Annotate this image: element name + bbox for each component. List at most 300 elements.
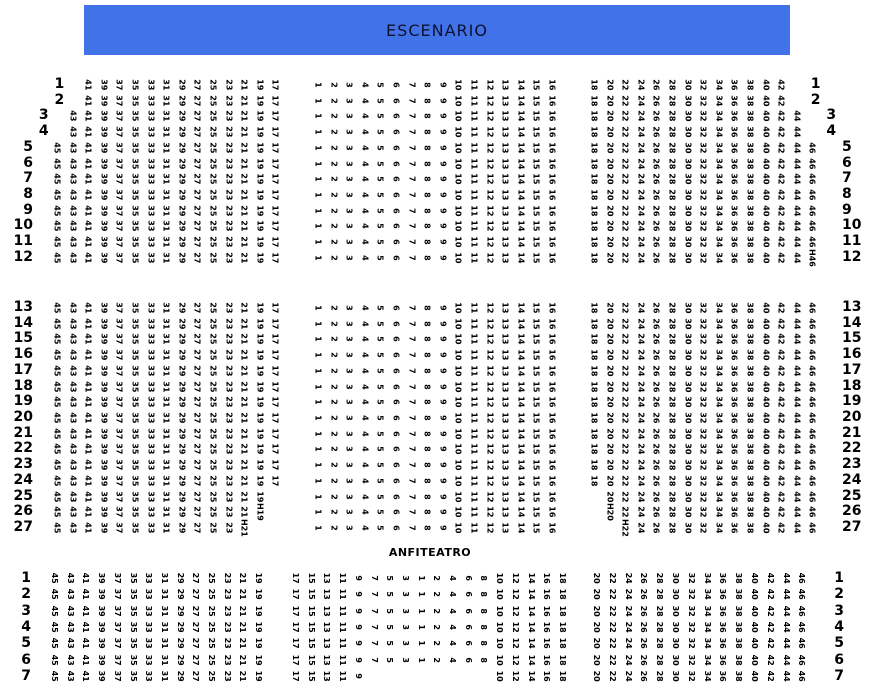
seat[interactable]: 5 (375, 239, 385, 245)
seat[interactable]: 25 (207, 588, 217, 601)
seat[interactable]: 30 (682, 459, 692, 471)
seat[interactable]: 22 (620, 79, 630, 91)
seat[interactable]: 2 (328, 399, 338, 405)
seat[interactable]: 26 (639, 621, 649, 633)
seat[interactable]: 35 (130, 380, 140, 393)
seat[interactable]: 32 (698, 522, 708, 534)
seat[interactable]: 21 (239, 142, 249, 154)
seat[interactable]: 23 (223, 173, 233, 185)
seat[interactable]: 43 (66, 621, 76, 633)
seat[interactable]: 43 (67, 380, 77, 393)
seat[interactable]: 42 (776, 302, 786, 314)
seat[interactable]: 3 (401, 607, 411, 614)
seat[interactable]: 40 (760, 365, 770, 377)
seat[interactable]: 28 (655, 637, 665, 649)
seat[interactable]: 31 (160, 605, 170, 617)
seat[interactable]: 7 (406, 160, 416, 167)
seat[interactable]: 43 (67, 490, 77, 503)
seat[interactable]: 26 (651, 79, 661, 91)
seat[interactable]: 1 (313, 192, 323, 198)
seat[interactable]: 9 (438, 509, 448, 515)
seat[interactable]: 43 (67, 173, 77, 185)
seat[interactable]: 28 (667, 95, 677, 107)
seat[interactable]: 8 (422, 477, 432, 484)
seat[interactable]: 1 (313, 305, 323, 311)
seat[interactable]: 3 (344, 352, 354, 358)
seat[interactable]: 7 (406, 493, 416, 500)
seat[interactable]: 26 (651, 189, 661, 201)
seat[interactable]: 40 (760, 490, 770, 503)
seat[interactable]: 46 (807, 173, 817, 185)
seat[interactable]: 41 (83, 475, 93, 487)
seat[interactable]: 28 (655, 621, 665, 633)
seat[interactable]: 26 (651, 490, 661, 503)
seat[interactable]: 41 (83, 205, 93, 217)
seat[interactable]: 28 (667, 333, 677, 345)
seat[interactable]: 1 (313, 113, 323, 120)
seat[interactable]: 11 (469, 126, 479, 138)
seat[interactable]: 4 (360, 192, 370, 198)
seat[interactable]: 4 (360, 239, 370, 245)
seat[interactable]: 10 (453, 443, 463, 455)
seat[interactable]: 43 (67, 189, 77, 201)
seat[interactable]: 1 (313, 509, 323, 515)
seat[interactable]: 5 (375, 192, 385, 198)
seat[interactable]: 44 (792, 443, 802, 455)
seat[interactable]: 4 (360, 320, 370, 327)
seat[interactable]: 37 (114, 189, 124, 201)
seat[interactable]: 29 (177, 365, 187, 377)
seat[interactable]: 11 (469, 142, 479, 154)
seat[interactable]: 39 (97, 654, 107, 666)
seat[interactable]: 43 (67, 443, 77, 455)
seat[interactable]: 37 (114, 318, 124, 330)
seat[interactable]: 28 (655, 588, 665, 601)
seat[interactable]: 1 (313, 493, 323, 500)
seat[interactable]: 15 (531, 189, 541, 201)
seat[interactable]: 14 (516, 157, 526, 170)
seat[interactable]: 41 (83, 126, 93, 138)
seat[interactable]: 42 (766, 588, 776, 601)
seat[interactable]: 30 (682, 95, 692, 107)
seat[interactable]: 36 (729, 333, 739, 345)
seat[interactable]: 25 (208, 142, 218, 154)
seat[interactable]: 18 (558, 621, 568, 633)
seat[interactable]: 34 (714, 95, 724, 107)
seat[interactable]: 10 (495, 572, 505, 584)
seat[interactable]: 26 (651, 302, 661, 314)
seat[interactable]: 8 (422, 113, 432, 120)
seat[interactable]: 40 (760, 318, 770, 330)
seat[interactable]: 16 (547, 252, 557, 264)
seat[interactable]: 26 (639, 654, 649, 666)
seat[interactable]: 28 (655, 670, 665, 682)
seat[interactable]: 11 (469, 157, 479, 170)
seat[interactable]: 16 (542, 621, 552, 633)
seat[interactable]: 12 (484, 428, 494, 440)
seat[interactable]: 42 (766, 637, 776, 649)
seat[interactable]: 33 (144, 670, 154, 682)
seat[interactable]: 23 (223, 621, 233, 633)
seat[interactable]: 45 (52, 333, 62, 345)
seat[interactable]: 27 (192, 189, 202, 201)
seat[interactable]: 43 (67, 126, 77, 138)
seat[interactable]: 45 (52, 142, 62, 154)
seat[interactable]: 39 (99, 522, 109, 534)
seat[interactable]: 38 (734, 670, 744, 682)
seat[interactable]: 9 (438, 462, 448, 468)
seat[interactable]: 9 (438, 383, 448, 390)
seat[interactable]: 21 (239, 443, 249, 455)
seat[interactable]: 6 (391, 367, 401, 374)
seat[interactable]: 46 (807, 157, 817, 170)
seat[interactable]: 37 (114, 365, 124, 377)
seat[interactable]: 33 (145, 95, 155, 107)
seat[interactable]: 1 (313, 176, 323, 182)
seat[interactable]: 26 (639, 572, 649, 584)
seat[interactable]: 7 (406, 352, 416, 358)
seat[interactable]: 31 (161, 142, 171, 154)
seat[interactable]: 22 (620, 475, 630, 487)
seat[interactable]: 40 (760, 220, 770, 232)
seat[interactable]: 46 (807, 236, 817, 248)
seat[interactable]: 34 (714, 522, 724, 534)
seat[interactable]: 44 (792, 157, 802, 170)
seat[interactable]: 10 (453, 236, 463, 248)
seat[interactable]: 11 (469, 189, 479, 201)
seat[interactable]: 2 (328, 320, 338, 327)
seat[interactable]: 19 (254, 588, 264, 601)
seat[interactable]: 28 (667, 475, 677, 487)
seat[interactable]: 44 (782, 637, 791, 649)
seat[interactable]: 14 (516, 349, 526, 361)
seat[interactable]: 1 (313, 320, 323, 327)
seat[interactable]: 26 (651, 506, 661, 518)
seat[interactable]: 44 (792, 126, 802, 138)
seat[interactable]: 43 (67, 302, 77, 314)
seat[interactable]: 21 (239, 333, 249, 345)
seat[interactable]: 20 (604, 459, 614, 471)
seat[interactable]: 3 (344, 176, 354, 182)
seat[interactable]: 5 (375, 320, 385, 327)
seat[interactable]: 14 (516, 522, 526, 534)
seat[interactable]: 12 (511, 621, 521, 633)
seat[interactable]: 32 (698, 236, 708, 248)
seat[interactable]: 42 (766, 670, 776, 682)
seat[interactable]: 4 (448, 624, 458, 630)
seat[interactable]: 6 (391, 305, 401, 311)
seat[interactable]: 38 (745, 126, 755, 138)
seat[interactable]: 15 (531, 302, 541, 314)
seat[interactable]: 46 (807, 428, 817, 440)
seat[interactable]: 19 (255, 475, 265, 487)
seat[interactable]: 31 (161, 302, 171, 314)
seat[interactable]: 5 (375, 97, 385, 104)
seat[interactable]: 3 (344, 399, 354, 405)
seat[interactable]: 13 (500, 475, 510, 487)
seat[interactable]: 24 (636, 110, 646, 122)
seat[interactable]: 2 (328, 82, 338, 88)
seat[interactable]: 23 (223, 252, 233, 264)
seat[interactable]: 5 (375, 509, 385, 515)
seat[interactable]: 30 (682, 173, 692, 185)
seat[interactable]: 24 (624, 588, 633, 601)
seat[interactable]: H19 (255, 503, 265, 522)
seat[interactable]: 5 (385, 607, 395, 614)
seat[interactable]: 31 (161, 459, 171, 471)
seat[interactable]: 24 (636, 490, 646, 503)
seat[interactable]: 28 (667, 142, 677, 154)
seat[interactable]: 35 (130, 365, 140, 377)
seat[interactable]: 26 (651, 396, 661, 408)
seat[interactable]: 29 (177, 490, 187, 503)
seat[interactable]: 38 (745, 349, 755, 361)
seat[interactable]: 3 (344, 129, 354, 135)
seat[interactable]: 4 (360, 176, 370, 182)
seat[interactable]: 41 (83, 220, 93, 232)
seat[interactable]: 37 (114, 333, 124, 345)
seat[interactable]: 26 (651, 110, 661, 122)
seat[interactable]: 11 (469, 428, 479, 440)
seat[interactable]: 20 (604, 349, 614, 361)
seat[interactable]: 29 (177, 110, 187, 122)
seat[interactable]: 19 (254, 670, 264, 682)
seat[interactable]: 27 (192, 412, 202, 424)
seat[interactable]: 36 (729, 475, 739, 487)
seat[interactable]: 38 (745, 396, 755, 408)
seat[interactable]: 24 (624, 572, 633, 584)
seat[interactable]: 27 (192, 349, 202, 361)
seat[interactable]: 3 (344, 192, 354, 198)
seat[interactable]: 19 (255, 157, 265, 170)
seat[interactable]: 31 (161, 110, 171, 122)
seat[interactable]: 27 (192, 443, 202, 455)
seat[interactable]: 10 (453, 79, 463, 91)
seat[interactable]: 1 (313, 525, 323, 531)
seat[interactable]: 23 (223, 302, 233, 314)
seat[interactable]: 17 (291, 572, 301, 584)
seat[interactable]: 5 (375, 415, 385, 421)
seat[interactable]: 17 (291, 588, 301, 601)
seat[interactable]: 28 (655, 605, 665, 617)
seat[interactable]: 2 (328, 383, 338, 390)
seat[interactable]: 20 (604, 365, 614, 377)
seat[interactable]: 4 (360, 97, 370, 104)
seat[interactable]: 3 (344, 82, 354, 88)
seat[interactable]: 43 (66, 605, 76, 617)
seat[interactable]: 11 (469, 443, 479, 455)
seat[interactable]: 38 (745, 302, 755, 314)
seat[interactable]: 26 (651, 252, 661, 264)
seat[interactable]: 15 (531, 475, 541, 487)
seat[interactable]: 14 (516, 428, 526, 440)
seat[interactable]: 9 (438, 160, 448, 167)
seat[interactable]: 44 (792, 380, 802, 393)
seat[interactable]: 40 (760, 443, 770, 455)
seat[interactable]: 39 (99, 252, 109, 264)
seat[interactable]: 34 (714, 380, 724, 393)
seat[interactable]: 31 (161, 412, 171, 424)
seat[interactable]: 35 (130, 110, 140, 122)
seat[interactable]: 17 (291, 605, 301, 617)
seat[interactable]: 37 (114, 428, 124, 440)
seat[interactable]: 17 (270, 252, 280, 264)
seat[interactable]: 33 (145, 365, 155, 377)
seat[interactable]: 7 (406, 192, 416, 198)
seat[interactable]: 26 (651, 412, 661, 424)
seat[interactable]: 38 (745, 157, 755, 170)
seat[interactable]: 15 (531, 412, 541, 424)
seat[interactable]: 44 (792, 412, 802, 424)
seat[interactable]: 17 (270, 205, 280, 217)
seat[interactable]: 11 (469, 412, 479, 424)
seat[interactable]: 27 (191, 637, 201, 649)
seat[interactable]: 24 (636, 173, 646, 185)
seat[interactable]: 18 (589, 302, 599, 314)
seat[interactable]: 9 (438, 446, 448, 453)
seat[interactable]: 19 (255, 189, 265, 201)
seat[interactable]: 26 (651, 126, 661, 138)
seat[interactable]: 27 (192, 79, 202, 91)
seat[interactable]: 6 (391, 176, 401, 182)
seat[interactable]: 8 (422, 430, 432, 437)
seat[interactable]: 37 (114, 412, 124, 424)
seat[interactable]: 15 (531, 110, 541, 122)
seat[interactable]: 30 (671, 654, 681, 666)
seat[interactable]: 38 (745, 443, 755, 455)
seat[interactable]: 29 (177, 126, 187, 138)
seat[interactable]: 17 (270, 110, 280, 122)
seat[interactable]: 15 (531, 236, 541, 248)
seat[interactable]: 19 (255, 110, 265, 122)
seat[interactable]: 27 (192, 157, 202, 170)
seat[interactable]: 8 (479, 640, 489, 647)
seat[interactable]: 22 (620, 95, 630, 107)
seat[interactable]: 29 (177, 412, 187, 424)
seat[interactable]: 33 (145, 252, 155, 264)
seat[interactable]: 19 (255, 396, 265, 408)
seat[interactable]: 25 (208, 110, 218, 122)
seat[interactable]: 22 (620, 365, 630, 377)
seat[interactable]: 35 (128, 637, 138, 649)
seat[interactable]: 35 (130, 205, 140, 217)
seat[interactable]: 14 (516, 490, 526, 503)
seat[interactable]: 1 (313, 415, 323, 421)
seat[interactable]: 16 (547, 349, 557, 361)
seat[interactable]: 36 (729, 428, 739, 440)
seat[interactable]: 25 (208, 396, 218, 408)
seat[interactable]: 40 (750, 654, 760, 666)
seat[interactable]: 25 (208, 365, 218, 377)
seat[interactable]: 27 (191, 572, 201, 584)
seat[interactable]: 42 (776, 236, 786, 248)
seat[interactable]: 13 (500, 333, 510, 345)
seat[interactable]: 31 (161, 236, 171, 248)
seat[interactable]: 16 (542, 670, 552, 682)
seat[interactable]: 45 (50, 670, 60, 682)
seat[interactable]: 33 (145, 459, 155, 471)
seat[interactable]: 36 (729, 173, 739, 185)
seat[interactable]: 17 (270, 236, 280, 248)
seat[interactable]: 20 (592, 654, 602, 666)
seat[interactable]: 37 (114, 157, 124, 170)
seat[interactable]: 18 (558, 588, 568, 601)
seat[interactable]: 21 (239, 412, 249, 424)
seat[interactable]: 4 (360, 493, 370, 500)
seat[interactable]: 37 (113, 621, 123, 633)
seat[interactable]: 8 (422, 509, 432, 515)
seat[interactable]: 12 (484, 220, 494, 232)
seat[interactable]: 41 (83, 380, 93, 393)
seat[interactable]: 43 (66, 572, 76, 584)
seat[interactable]: 33 (144, 637, 154, 649)
seat[interactable]: 13 (500, 157, 510, 170)
seat[interactable]: 5 (375, 82, 385, 88)
seat[interactable]: 29 (177, 157, 187, 170)
seat[interactable]: 40 (760, 236, 770, 248)
seat[interactable]: 5 (375, 176, 385, 182)
seat[interactable]: 5 (385, 624, 395, 630)
seat[interactable]: 15 (531, 490, 541, 503)
seat[interactable]: 27 (192, 459, 202, 471)
seat[interactable]: 4 (360, 207, 370, 214)
seat[interactable]: 3 (344, 336, 354, 343)
seat[interactable]: 15 (307, 637, 317, 649)
seat[interactable]: 11 (469, 110, 479, 122)
seat[interactable]: 11 (338, 670, 348, 682)
seat[interactable]: 33 (145, 110, 155, 122)
seat[interactable]: 14 (526, 605, 536, 617)
seat[interactable]: 19 (254, 637, 264, 649)
seat[interactable]: 5 (375, 462, 385, 468)
seat[interactable]: 12 (484, 349, 494, 361)
seat[interactable]: 30 (682, 79, 692, 91)
seat[interactable]: 41 (81, 605, 91, 617)
seat[interactable]: 16 (542, 654, 552, 666)
seat[interactable]: 39 (99, 142, 109, 154)
seat[interactable]: 9 (354, 607, 364, 614)
seat[interactable]: 32 (698, 126, 708, 138)
seat[interactable]: 26 (651, 236, 661, 248)
seat[interactable]: 21 (239, 302, 249, 314)
seat[interactable]: 21 (239, 220, 249, 232)
seat[interactable]: 30 (682, 349, 692, 361)
seat[interactable]: 2 (432, 624, 442, 630)
seat[interactable]: 13 (322, 588, 332, 601)
seat[interactable]: 26 (639, 588, 649, 601)
seat[interactable]: 4 (360, 446, 370, 453)
seat[interactable]: 28 (667, 302, 677, 314)
seat[interactable]: 6 (464, 656, 474, 663)
seat[interactable]: 15 (531, 205, 541, 217)
seat[interactable]: 9 (438, 239, 448, 245)
seat[interactable]: 42 (776, 142, 786, 154)
seat[interactable]: 37 (114, 110, 124, 122)
seat[interactable]: 11 (469, 173, 479, 185)
seat[interactable]: 5 (375, 446, 385, 453)
seat[interactable]: 46 (807, 333, 817, 345)
seat[interactable]: 40 (760, 380, 770, 393)
seat[interactable]: 18 (589, 333, 599, 345)
seat[interactable]: 45 (52, 396, 62, 408)
seat[interactable]: 3 (344, 430, 354, 437)
seat[interactable]: 4 (360, 82, 370, 88)
seat[interactable]: 17 (291, 637, 301, 649)
seat[interactable]: 31 (160, 670, 170, 682)
seat[interactable]: 16 (547, 365, 557, 377)
seat[interactable]: 23 (223, 428, 233, 440)
seat[interactable]: 9 (438, 176, 448, 182)
